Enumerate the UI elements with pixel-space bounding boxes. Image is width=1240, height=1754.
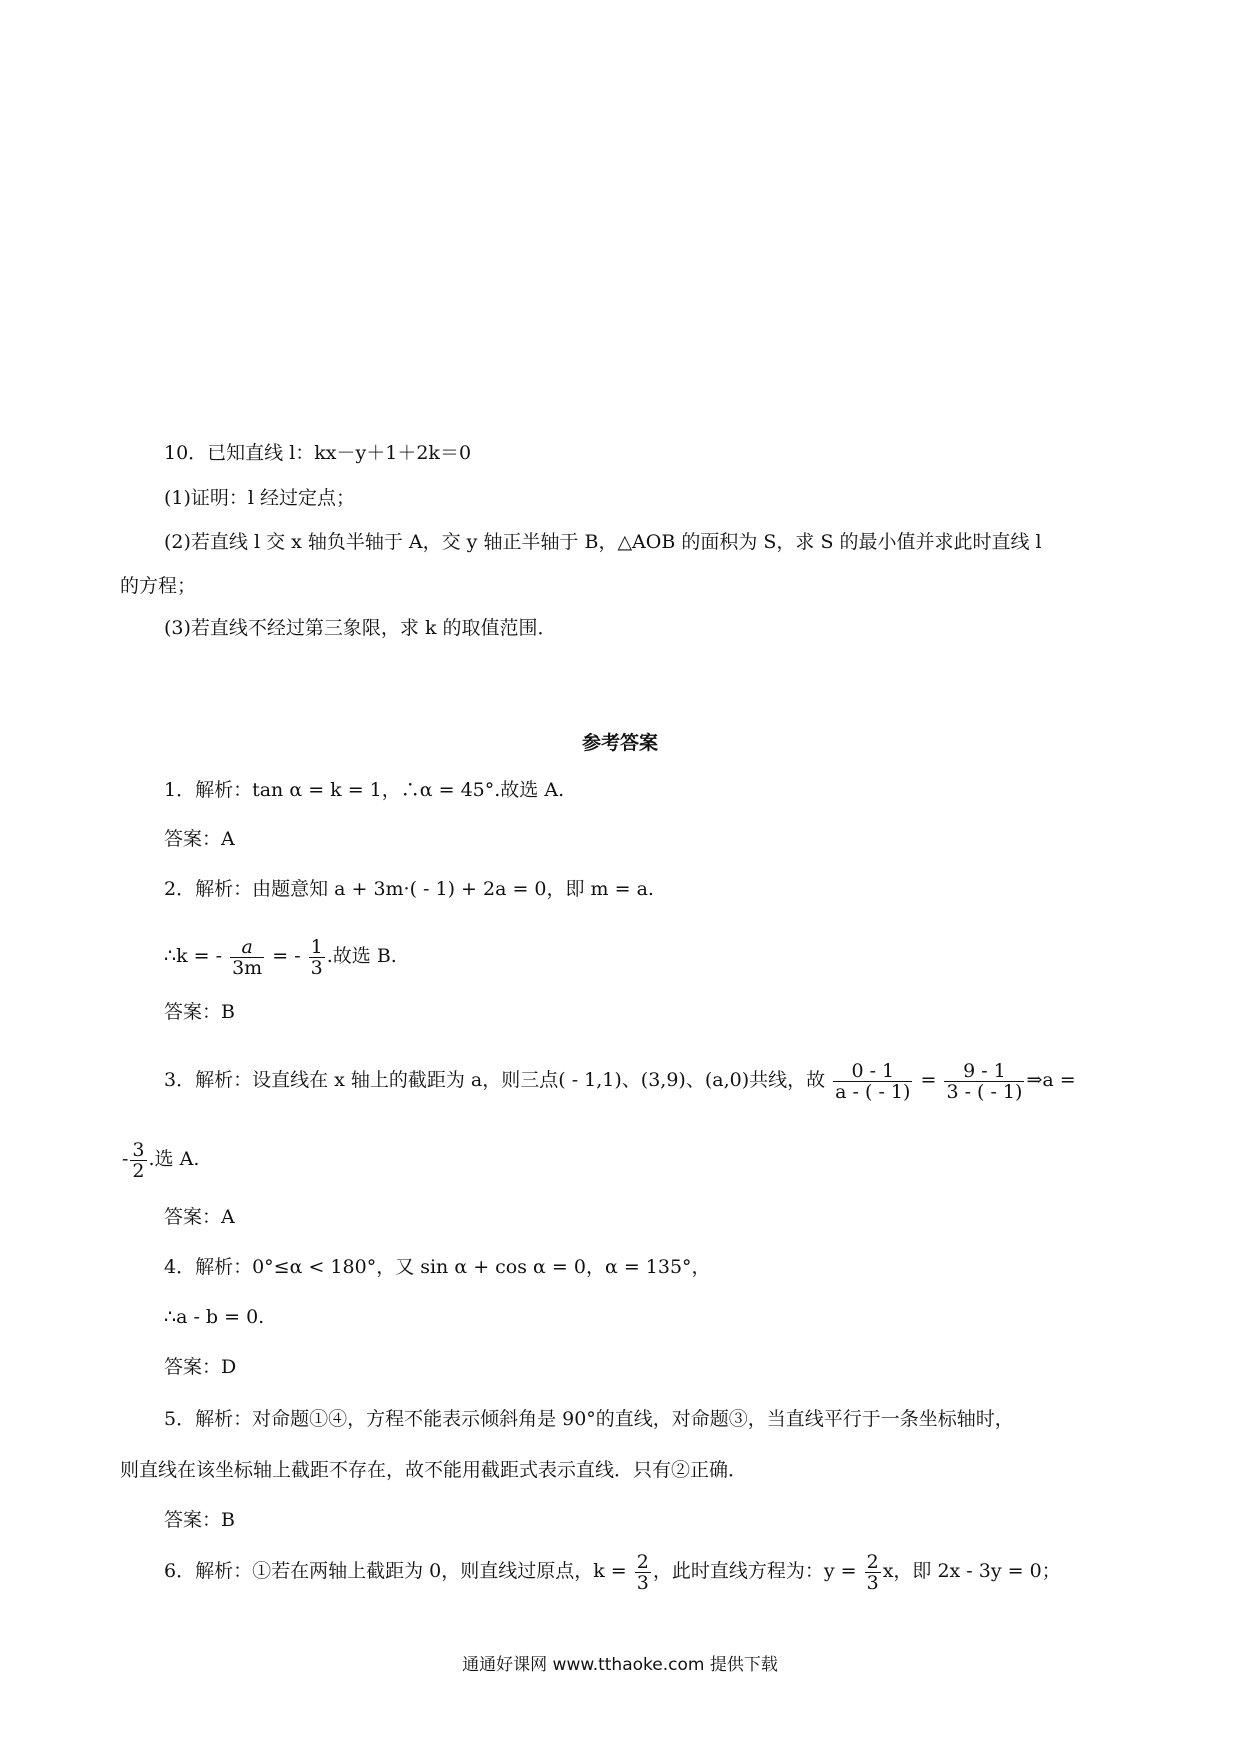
answer-3-conclusion: [122, 1135, 199, 1183]
answer-3-analysis: [164, 1056, 1076, 1104]
q10-part2-line1: (2)若直线 l 交 x 轴负半轴于 A，交 y 轴正半轴于 B，△AOB 的面积为 S，求 S 的最小值并求此时直线 l: [164, 531, 1042, 553]
answer-3-result: 答案：A: [164, 1206, 235, 1228]
fraction-numerator: 2: [866, 1550, 879, 1573]
answer-6-prefix: 6．解析：①若在两轴上截距为 0，则直线过原点，k =: [164, 1560, 627, 1582]
fraction-numerator: 2: [636, 1550, 649, 1573]
answer-2-suffix: .故选 B.: [326, 945, 397, 967]
q10-part1: (1)证明：l 经过定点；: [164, 487, 356, 509]
answer-3-choice: .选 A.: [148, 1148, 200, 1170]
answer-2-fraction-1: [230, 937, 264, 978]
answer-6-analysis: [164, 1547, 1061, 1595]
fraction-denominator: 3m: [232, 956, 263, 979]
answer-5-analysis-line1: 5．解析：对命题①④，方程不能表示倾斜角是 90°的直线，对命题③，当直线平行于一条坐标轴时，: [164, 1408, 1014, 1430]
fraction-numerator: 1: [310, 935, 323, 958]
fraction-numerator: 0 - 1: [833, 1061, 912, 1082]
fraction-numerator: a: [230, 937, 264, 958]
answer-4-result: 答案：D: [164, 1356, 237, 1378]
fraction-denominator: 2: [132, 1159, 145, 1182]
answer-2-analysis: 2．解析：由题意知 a + 3m·( - 1) + 2a = 0，即 m = a.: [164, 878, 654, 900]
q10-part3: (3)若直线不经过第三象限，求 k 的取值范围．: [164, 617, 557, 639]
answers-heading: 参考答案: [581, 732, 658, 754]
fraction-denominator: 3 - ( - 1): [946, 1080, 1023, 1103]
answer-1-result: 答案：A: [164, 828, 235, 850]
answer-3-fraction-1: [833, 1061, 912, 1102]
answer-5-result: 答案：B: [164, 1509, 235, 1531]
fraction-denominator: a - ( - 1): [835, 1080, 911, 1103]
fraction-numerator: 3: [132, 1138, 145, 1161]
answer-4-derivation: ∴a - b = 0.: [164, 1306, 265, 1328]
answer-3-minus: -: [122, 1148, 129, 1170]
answer-1-analysis: 1．解析：tan α = k = 1，∴α = 45°.故选 A.: [164, 779, 565, 801]
fraction-denominator: 3: [310, 956, 323, 979]
answer-2-result: 答案：B: [164, 1001, 235, 1023]
answer-3-implies: ⇒a =: [1026, 1069, 1076, 1091]
answer-3-prefix: 3．解析：设直线在 x 轴上的截距为 a，则三点( - 1,1)、(3,9)、(a,0)共线，故: [164, 1069, 826, 1091]
answer-3-fraction-2: [944, 1061, 1024, 1102]
answer-6-middle: ，此时直线方程为：y =: [652, 1560, 857, 1582]
answer-4-analysis: 4．解析：0°≤α < 180°，又 sin α + cos α = 0，α = 135°，: [164, 1256, 711, 1278]
page-footer: 通通好课网 www.tthaoke.com 提供下载: [462, 1655, 778, 1675]
answer-2-prefix: ∴k = -: [164, 945, 223, 967]
answer-2-derivation: [164, 932, 397, 980]
q10-stem: 10．已知直线 l：kx－y＋1＋2k＝0: [164, 442, 472, 464]
answer-5-analysis-line2: 则直线在该坐标轴上截距不存在，故不能用截距式表示直线．只有②正确．: [120, 1459, 748, 1481]
q10-part2-line2: 的方程；: [120, 575, 197, 597]
answer-6-fraction-2: [865, 1552, 881, 1593]
answer-2-middle: = -: [272, 945, 301, 967]
answer-2-fraction-2: [309, 937, 325, 978]
fraction-denominator: 3: [866, 1571, 879, 1594]
answer-3-equals: =: [920, 1069, 937, 1091]
fraction-denominator: 3: [636, 1571, 649, 1594]
answer-6-suffix: x，即 2x - 3y = 0；: [882, 1560, 1061, 1582]
answer-3-fraction-3: [130, 1140, 146, 1181]
answer-6-fraction-1: [635, 1552, 651, 1593]
fraction-numerator: 9 - 1: [944, 1061, 1024, 1082]
